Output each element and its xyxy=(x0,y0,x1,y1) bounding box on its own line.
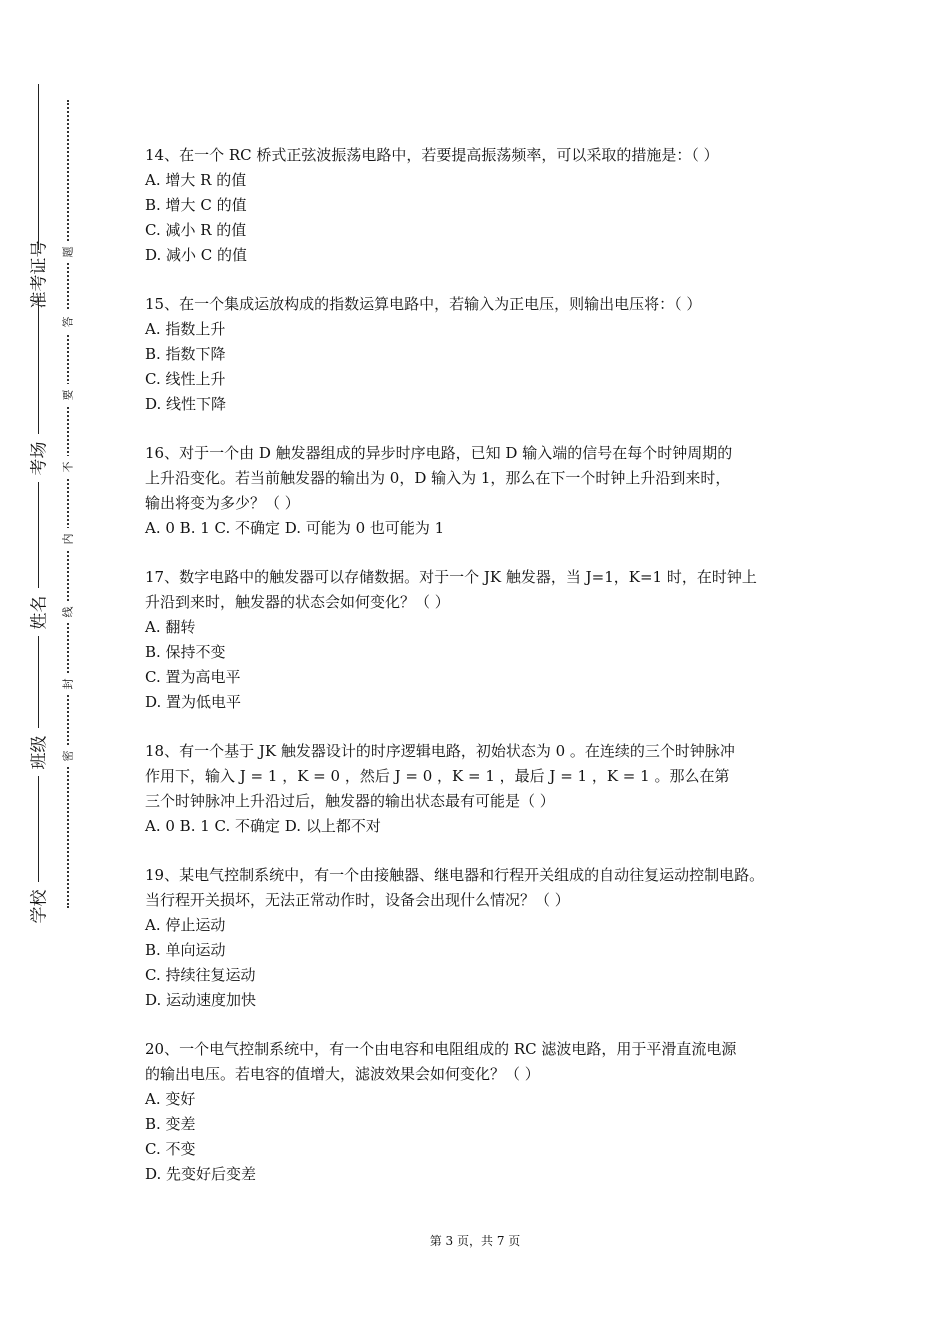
seal-char: 不 xyxy=(58,456,76,478)
page-number: 第 3 页，共 7 页 xyxy=(429,1234,521,1248)
question-stem-line: 18、有一个基于 JK 触发器设计的时序逻辑电路，初始状态为 0 。在连续的三个时钟脉冲 xyxy=(145,742,735,760)
option-d: D. 减小 C 的值 xyxy=(145,246,248,264)
inline-options: A. 0 B. 1 C. 不确定 D. 可能为 0 也可能为 1 xyxy=(145,519,445,537)
option-c: C. 线性上升 xyxy=(145,370,226,388)
question-stem-line: 升沿到来时，触发器的状态会如何变化？（ ） xyxy=(145,593,450,611)
field-line xyxy=(38,776,39,882)
question-list xyxy=(145,143,825,1211)
question-stem-line: 19、某电气控制系统中，有一个由接触器、继电器和行程开关组成的自动往复运动控制电路。 xyxy=(145,866,765,884)
seal-char: 密 xyxy=(58,745,76,767)
seal-char: 题 xyxy=(58,241,76,263)
question-stem-line: 的输出电压。若电容的值增大，滤波效果会如何变化？（ ） xyxy=(145,1065,540,1083)
option-d: D. 置为低电平 xyxy=(145,693,242,711)
seal-char: 答 xyxy=(58,311,76,333)
question-stem-line: 20、一个电气控制系统中，有一个由电容和电阻组成的 RC 滤波电路，用于平滑直流电源 xyxy=(145,1040,737,1058)
question-stem-line: 17、数字电路中的触发器可以存储数据。对于一个 JK 触发器，当 J=1，K=1 时，在时钟上 xyxy=(145,568,757,586)
option-c: C. 减小 R 的值 xyxy=(145,221,247,239)
seal-char: 封 xyxy=(58,673,76,695)
option-c: C. 不变 xyxy=(145,1140,196,1158)
question-stem-line: 16、对于一个由 D 触发器组成的异步时序电路，已知 D 输入端的信号在每个时钟周期的 xyxy=(145,444,733,462)
option-b: B. 变差 xyxy=(145,1115,196,1133)
question-16 xyxy=(145,441,825,541)
field-label-exam-room: 考场 xyxy=(29,441,50,475)
option-c: C. 持续往复运动 xyxy=(145,966,256,984)
seal-char: 线 xyxy=(58,601,76,623)
question-14 xyxy=(145,143,825,268)
question-18 xyxy=(145,739,825,839)
question-stem-line: 当行程开关损坏，无法正常动作时，设备会出现什么情况？（ ） xyxy=(145,891,570,909)
seal-char: 内 xyxy=(58,528,76,550)
field-label-name: 姓名 xyxy=(29,595,50,629)
field-label-exam-id: 准考证号 xyxy=(29,240,50,308)
question-stem: 15、在一个集成运放构成的指数运算电路中，若输入为正电压，则输出电压将：（ ） xyxy=(145,295,702,313)
option-a: A. 增大 R 的值 xyxy=(145,171,247,189)
field-line xyxy=(38,298,39,434)
question-20 xyxy=(145,1037,825,1187)
field-label-school: 学校 xyxy=(29,889,50,923)
option-b: B. 单向运动 xyxy=(145,941,226,959)
question-15 xyxy=(145,292,825,417)
binding-margin xyxy=(0,0,120,1344)
seal-dotted-line xyxy=(67,100,69,908)
question-stem-line: 上升沿变化。若当前触发器的输出为 0，D 输入为 1，那么在下一个时钟上升沿到来时， xyxy=(145,469,731,487)
option-b: B. 增大 C 的值 xyxy=(145,196,247,214)
seal-char: 要 xyxy=(58,384,76,406)
option-a: A. 翻转 xyxy=(145,618,196,636)
field-line xyxy=(38,636,39,728)
option-a: A. 指数上升 xyxy=(145,320,226,338)
option-c: C. 置为高电平 xyxy=(145,668,241,686)
option-b: B. 指数下降 xyxy=(145,345,226,363)
inline-options: A. 0 B. 1 C. 不确定 D. 以上都不对 xyxy=(145,817,381,835)
field-line xyxy=(38,84,39,250)
question-stem-line: 输出将变为多少？（ ） xyxy=(145,494,300,512)
option-a: A. 停止运动 xyxy=(145,916,226,934)
field-label-class: 班级 xyxy=(29,735,50,769)
question-stem: 14、在一个 RC 桥式正弦波振荡电路中，若要提高振荡频率，可以采取的措施是：（ ） xyxy=(145,146,719,164)
option-b: B. 保持不变 xyxy=(145,643,226,661)
question-stem-line: 三个时钟脉冲上升沿过后，触发器的输出状态最有可能是（ ） xyxy=(145,792,555,810)
field-line xyxy=(38,482,39,588)
question-19 xyxy=(145,863,825,1013)
option-d: D. 先变好后变差 xyxy=(145,1165,257,1183)
option-d: D. 线性下降 xyxy=(145,395,227,413)
question-stem-line: 作用下，输入 J = 1 ，K = 0 ，然后 J = 0 ，K = 1 ，最后 J = 1 ，K = 1 。那么在第 xyxy=(145,767,730,785)
option-d: D. 运动速度加快 xyxy=(145,991,257,1009)
question-17 xyxy=(145,565,825,715)
option-a: A. 变好 xyxy=(145,1090,196,1108)
